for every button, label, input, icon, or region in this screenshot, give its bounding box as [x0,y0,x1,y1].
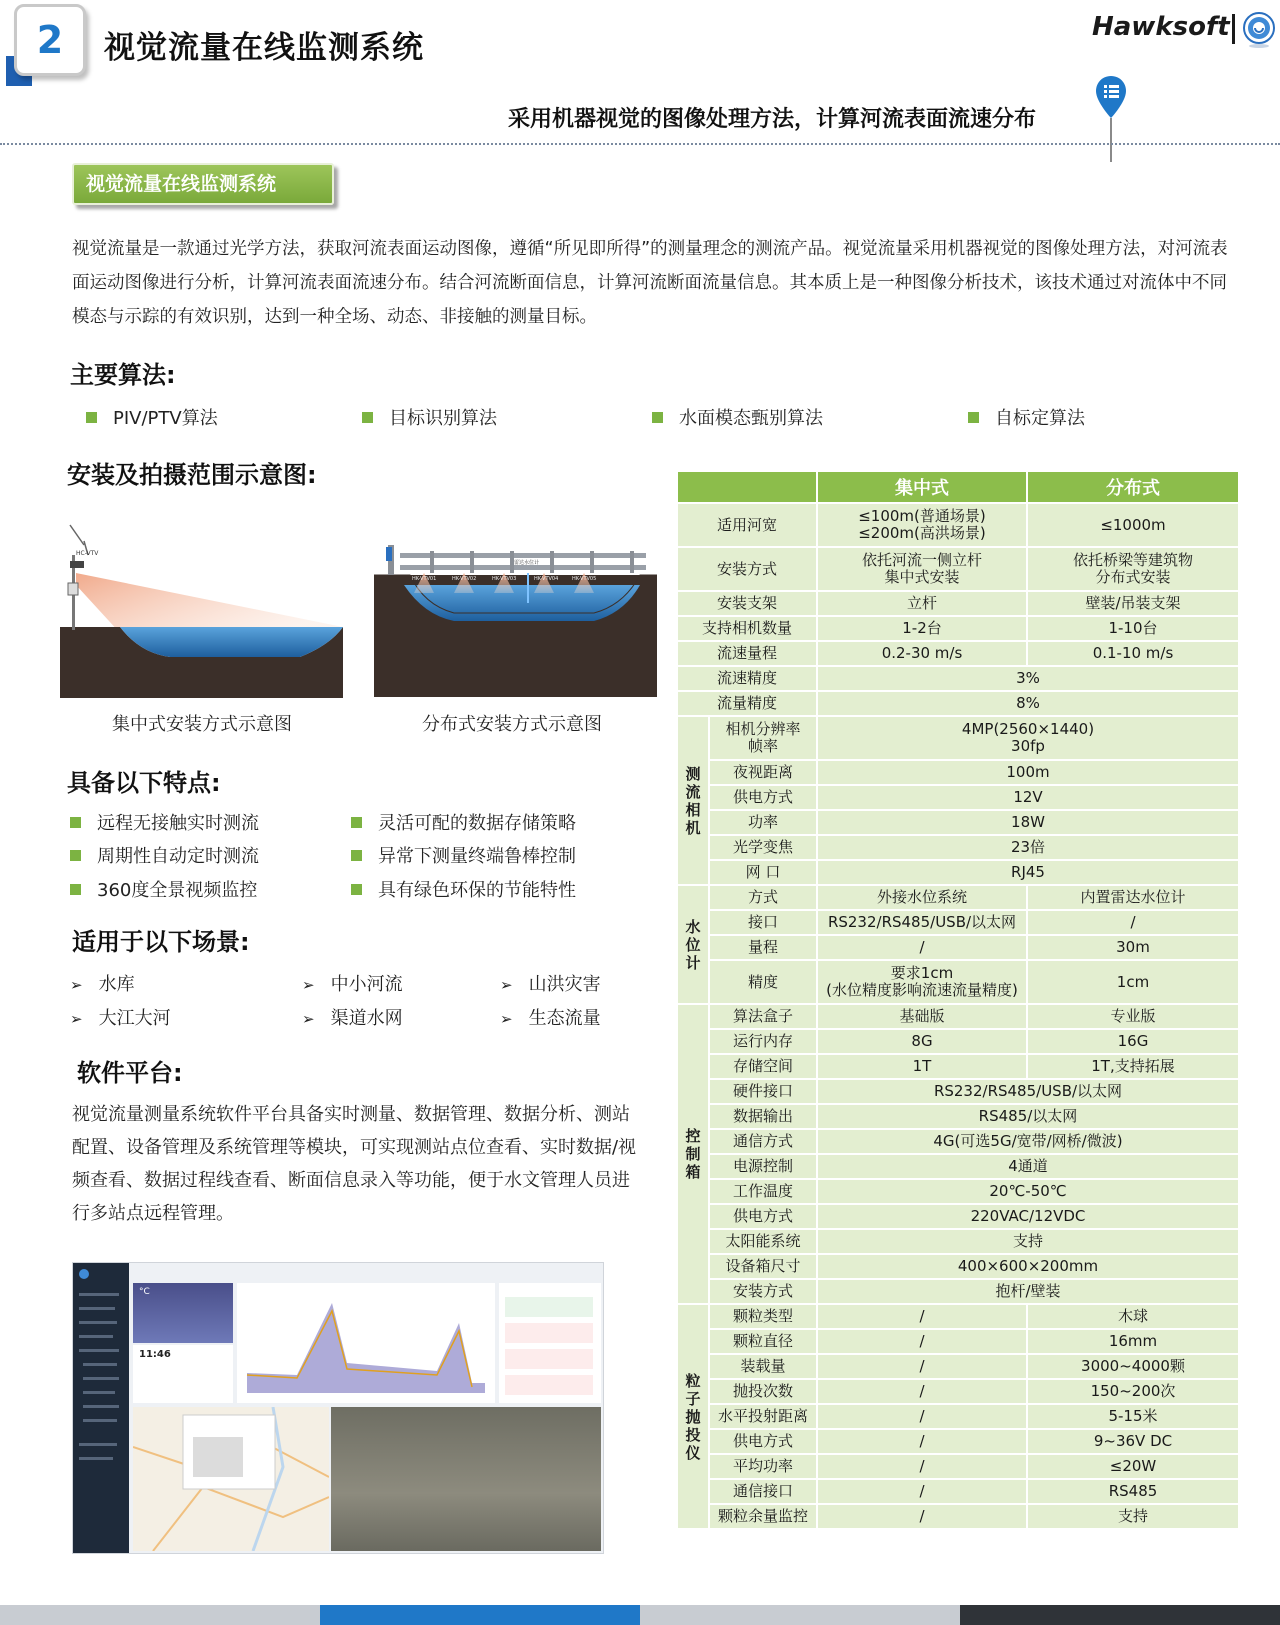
weather-panel [133,1283,233,1343]
spec-row [678,617,1238,640]
spec-row [678,1180,1238,1203]
spec-row [678,836,1238,859]
spec-row-label: 供电方式 [710,1430,816,1453]
spec-row-label: 硬件接口 [710,1080,816,1103]
centralized-caption: 集中式安装方式示意图 [112,714,292,735]
bullet-square-icon [351,850,362,861]
spec-value: 4G(可选5G/宽带/网桥/微波) [818,1130,1238,1153]
measurement-list-panel [499,1283,601,1403]
spec-row-label: 夜视距离 [710,761,816,784]
spec-value-distributed: ≤1000m [1028,504,1238,546]
spec-value-distributed: 内置雷达水位计 [1028,886,1238,909]
spec-row [678,548,1238,590]
bullet-square-icon [652,412,663,423]
spec-value-centralized: 0.2-30 m/s [818,642,1026,665]
spec-row [678,1380,1238,1403]
footer-bar-segment [0,1605,320,1625]
spec-value-distributed: 1cm [1028,961,1238,1003]
brand-name: Hawksoft [1092,12,1230,42]
spec-row [678,667,1238,690]
camera-label: HC-VTV [76,550,99,557]
spec-header-distributed: 分布式 [1028,472,1238,502]
spec-value-distributed: 16mm [1028,1330,1238,1353]
spec-value: 23倍 [818,836,1238,859]
spec-row-label: 精度 [710,961,816,1003]
spec-group-label [678,1305,708,1528]
feature-item: 周期性自动定时测流 [70,842,259,868]
camera-label: HK-VTV05 [572,576,597,582]
spec-value-distributed: 壁装/吊装支架 [1028,592,1238,615]
spec-row-label: 适用河宽 [678,504,816,546]
map-pin-icon [1094,74,1128,120]
spec-row [678,1155,1238,1178]
camera-label: HK-VTV03 [492,576,517,582]
spec-value-centralized: 依托河流一侧立杆 集中式安装 [818,548,1026,590]
camera-label: HK-VTV04 [534,576,559,582]
spec-row [678,642,1238,665]
spec-value-distributed: 1-10台 [1028,617,1238,640]
spec-row-label: 太阳能系统 [710,1230,816,1253]
spec-row-label: 方式 [710,886,816,909]
spec-value-distributed: RS485 [1028,1480,1238,1503]
scene-item: ➢ 生态流量 [500,1008,601,1029]
spec-row [678,1280,1238,1303]
page-subtitle: 采用机器视觉的图像处理方法，计算河流表面流速分布 [508,107,1037,132]
spec-value-centralized: / [818,1405,1026,1428]
spec-value-centralized: / [818,1355,1026,1378]
spec-value: 8% [818,692,1238,715]
spec-header-row [678,472,1238,502]
spec-row-label: 运行内存 [710,1030,816,1053]
distributed-caption: 分布式安装方式示意图 [422,714,602,735]
spec-value: 12V [818,786,1238,809]
bullet-square-icon [86,412,97,423]
spec-row [678,761,1238,784]
spec-row-label: 流速量程 [678,642,816,665]
software-paragraph: 视觉流量测量系统软件平台具备实时测量、数据管理、数据分析、测站配置、设备管理及系统管理等模块，可实现测站点位查看、实时数据/视频查看、数据过程线查看、断面信息录入等功能，便于水文管理人员进行多站点远程管理。 [72,1104,637,1224]
bullet-square-icon [351,884,362,895]
spec-value: RS485/以太网 [818,1105,1238,1128]
dotted-divider [0,143,1280,145]
spec-value-distributed: 30m [1028,936,1238,959]
feature-item: 异常下测量终端鲁棒控制 [351,842,576,868]
spec-value-distributed: 0.1-10 m/s [1028,642,1238,665]
spec-row-label: 量程 [710,936,816,959]
bullet-square-icon [70,884,81,895]
camera-label: HK-VTV02 [452,576,477,582]
arrow-bullet-icon: ➢ [302,976,315,994]
footer-bar-segment [640,1605,960,1625]
dashboard-sidebar [73,1263,129,1554]
spec-row [678,1055,1238,1078]
spec-value-centralized: 1T [818,1055,1026,1078]
bullet-square-icon [362,412,373,423]
scene-item: ➢ 中小河流 [302,974,403,995]
spec-row [678,1105,1238,1128]
spec-row-label: 网 口 [710,861,816,884]
spec-row [678,936,1238,959]
spec-row-label: 供电方式 [710,1205,816,1228]
spec-value-distributed: 支持 [1028,1505,1238,1528]
spec-value-centralized: / [818,936,1026,959]
spec-value-distributed: 木球 [1028,1305,1238,1328]
spec-row [678,1030,1238,1053]
spec-row [678,1080,1238,1103]
spec-row-label: 抛投次数 [710,1380,816,1403]
spec-group-name: 测流相机 [685,764,701,837]
spec-group-label [678,717,708,884]
spec-value-centralized: 立杆 [818,592,1026,615]
arrow-bullet-icon: ➢ [70,976,83,994]
spec-row [678,717,1238,759]
spec-value-centralized: 8G [818,1030,1026,1053]
spec-value-centralized: ≤100m(普通场景) ≤200m(高洪场景) [818,504,1026,546]
spec-value: 抱杆/壁装 [818,1280,1238,1303]
spec-value-distributed: / [1028,911,1238,934]
spec-value: 20℃-50℃ [818,1180,1238,1203]
feature-item: 远程无接触实时测流 [70,809,259,835]
scene-item: ➢ 渠道水网 [302,1008,403,1029]
scene-item: ➢ 水库 [70,974,135,995]
spec-value-distributed: 1T,支持拓展 [1028,1055,1238,1078]
spec-row-label: 供电方式 [710,786,816,809]
spec-group-label [678,1005,708,1303]
algorithm-item: PIV/PTV算法 [86,404,218,430]
spec-row [678,1505,1238,1528]
spec-row [678,1230,1238,1253]
spec-row-label: 数据输出 [710,1105,816,1128]
spec-row-label: 光学变焦 [710,836,816,859]
spec-group-name: 粒子抛投仪 [685,1371,701,1462]
spec-value-centralized: / [818,1430,1026,1453]
spec-value-centralized: / [818,1505,1026,1528]
spec-row [678,886,1238,909]
spec-value-centralized: RS232/RS485/USB/以太网 [818,911,1026,934]
spec-group-name: 水位计 [685,917,701,972]
spec-value: 4通道 [818,1155,1238,1178]
spec-value-distributed: 150~200次 [1028,1380,1238,1403]
spec-row-label: 安装方式 [710,1280,816,1303]
spec-value-distributed: 专业版 [1028,1005,1238,1028]
feature-item: 灵活可配的数据存储策略 [351,809,576,835]
spec-row-label: 设备箱尺寸 [710,1255,816,1278]
spec-row-label: 安装支架 [678,592,816,615]
spec-value: 18W [818,811,1238,834]
install-heading: 安装及拍摄范围示意图: [67,461,317,489]
spec-group-label [678,886,708,1003]
spec-value: 支持 [818,1230,1238,1253]
hawksoft-logo-icon [1242,10,1276,50]
spec-row-label: 接口 [710,911,816,934]
page-number: 2 [14,4,86,76]
spec-value-distributed: 16G [1028,1030,1238,1053]
spec-row [678,504,1238,546]
spec-value: RJ45 [818,861,1238,884]
spec-row-label: 装载量 [710,1355,816,1378]
spec-value-centralized: / [818,1330,1026,1353]
spec-value-centralized: 基础版 [818,1005,1026,1028]
spec-value-distributed: 9~36V DC [1028,1430,1238,1453]
footer-bar-segment [320,1605,640,1625]
spec-row-label: 水平投射距离 [710,1405,816,1428]
spec-row [678,1455,1238,1478]
spec-row [678,911,1238,934]
software-dashboard-screenshot [72,1262,604,1554]
camera-label: HK-VTV01 [412,576,437,582]
spec-row-label: 颗粒余量监控 [710,1505,816,1528]
spec-value-centralized: / [818,1380,1026,1403]
spec-value-centralized: 外接水位系统 [818,886,1026,909]
spec-row-label: 存储空间 [710,1055,816,1078]
algorithms-heading: 主要算法: [70,361,176,389]
spec-row [678,1005,1238,1028]
spec-row-label: 流速精度 [678,667,816,690]
spec-value-distributed: 5-15米 [1028,1405,1238,1428]
spec-value: 400×600×200mm [818,1255,1238,1278]
clock-readout: 11:46 [139,1349,171,1360]
spec-value: 4MP(2560×1440) 30fp [818,717,1238,759]
scene-item: ➢ 山洪灾害 [500,974,601,995]
spec-row [678,592,1238,615]
algorithm-item: 水面模态甄别算法 [652,404,823,430]
spec-row [678,961,1238,1003]
spec-row-label: 功率 [710,811,816,834]
bullet-square-icon [70,817,81,828]
arrow-bullet-icon: ➢ [500,976,513,994]
spec-value-distributed: 依托桥梁等建筑物 分布式安装 [1028,548,1238,590]
spec-row [678,1355,1238,1378]
arrow-bullet-icon: ➢ [500,1010,513,1028]
spec-value-distributed: ≤20W [1028,1455,1238,1478]
spec-row [678,811,1238,834]
flow-chart-panel [237,1283,495,1403]
pin-stem [1110,118,1112,162]
section-tag: 视觉流量在线监测系统 [72,163,334,205]
spec-value-centralized: / [818,1305,1026,1328]
algorithm-item: 自标定算法 [968,404,1085,430]
spec-row-label: 支持相机数量 [678,617,816,640]
scene-item: ➢ 大江大河 [70,1008,171,1029]
spec-row [678,1430,1238,1453]
spec-row [678,1130,1238,1153]
spec-row [678,1205,1238,1228]
bullet-square-icon [968,412,979,423]
arrow-bullet-icon: ➢ [70,1010,83,1028]
spec-row [678,1405,1238,1428]
bullet-square-icon [351,817,362,828]
spec-table [676,470,1240,1530]
distributed-install-diagram [374,545,657,697]
temperature-readout: °C [139,1287,150,1297]
spec-value-centralized: / [818,1480,1026,1503]
spec-value-centralized: 要求1cm (水位精度影响流速流量精度) [818,961,1026,1003]
spec-group-name: 控制箱 [685,1127,701,1181]
spec-row [678,861,1238,884]
spec-value-centralized: / [818,1455,1026,1478]
spec-row-label: 颗粒直径 [710,1330,816,1353]
brand-divider [1232,14,1235,44]
spec-row [678,692,1238,715]
scenes-heading: 适用于以下场景: [72,928,250,956]
spec-row [678,1255,1238,1278]
spec-value-centralized: 1-2台 [818,617,1026,640]
feature-item: 具有绿色环保的节能特性 [351,876,576,902]
software-heading: 软件平台: [77,1059,183,1087]
spec-row-label: 相机分辨率 帧率 [710,717,816,759]
page-title: 视觉流量在线监测系统 [104,30,424,66]
intro-paragraph: 视觉流量是一款通过光学方法，获取河流表面运动图像，遵循“所见即所得”的测量理念的测流产品。视觉流量采用机器视觉的图像处理方法，对河流表面运动图像进行分析，计算河流表面流速分布。结合河流断面信息，计算河流断面流量信息。其本质上是一种图像分析技术，该技术通过对流体中不同模态与示踪的有效识别，达到一种全场、动态、非接触的测量目标。 [72,239,1228,327]
spec-row [678,1480,1238,1503]
river-video-panel [331,1407,601,1551]
centralized-install-diagram [60,515,343,698]
spec-header-blank [678,472,816,502]
spec-row-label: 工作温度 [710,1180,816,1203]
algorithm-item: 目标识别算法 [362,404,497,430]
spec-value: 220VAC/12VDC [818,1205,1238,1228]
arrow-bullet-icon: ➢ [302,1010,315,1028]
spec-row [678,1330,1238,1353]
footer-bar-segment [960,1605,1280,1625]
spec-row-label: 安装方式 [678,548,816,590]
station-map-panel [133,1407,329,1551]
spec-header-centralized: 集中式 [818,472,1026,502]
spec-row-label: 电源控制 [710,1155,816,1178]
spec-value: RS232/RS485/USB/以太网 [818,1080,1238,1103]
spec-row-label: 通信方式 [710,1130,816,1153]
spec-value: 100m [818,761,1238,784]
spec-value-distributed: 3000~4000颗 [1028,1355,1238,1378]
feature-item: 360度全景视频监控 [70,876,257,902]
spec-row-label: 算法盒子 [710,1005,816,1028]
spec-value: 3% [818,667,1238,690]
spec-row [678,1305,1238,1328]
spec-row [678,786,1238,809]
bullet-square-icon [70,850,81,861]
spec-row-label: 流量精度 [678,692,816,715]
spec-row-label: 平均功率 [710,1455,816,1478]
spec-row-label: 通信接口 [710,1480,816,1503]
radar-label: 雷达水位计 [514,560,540,566]
spec-row-label: 颗粒类型 [710,1305,816,1328]
features-heading: 具备以下特点: [67,769,221,797]
